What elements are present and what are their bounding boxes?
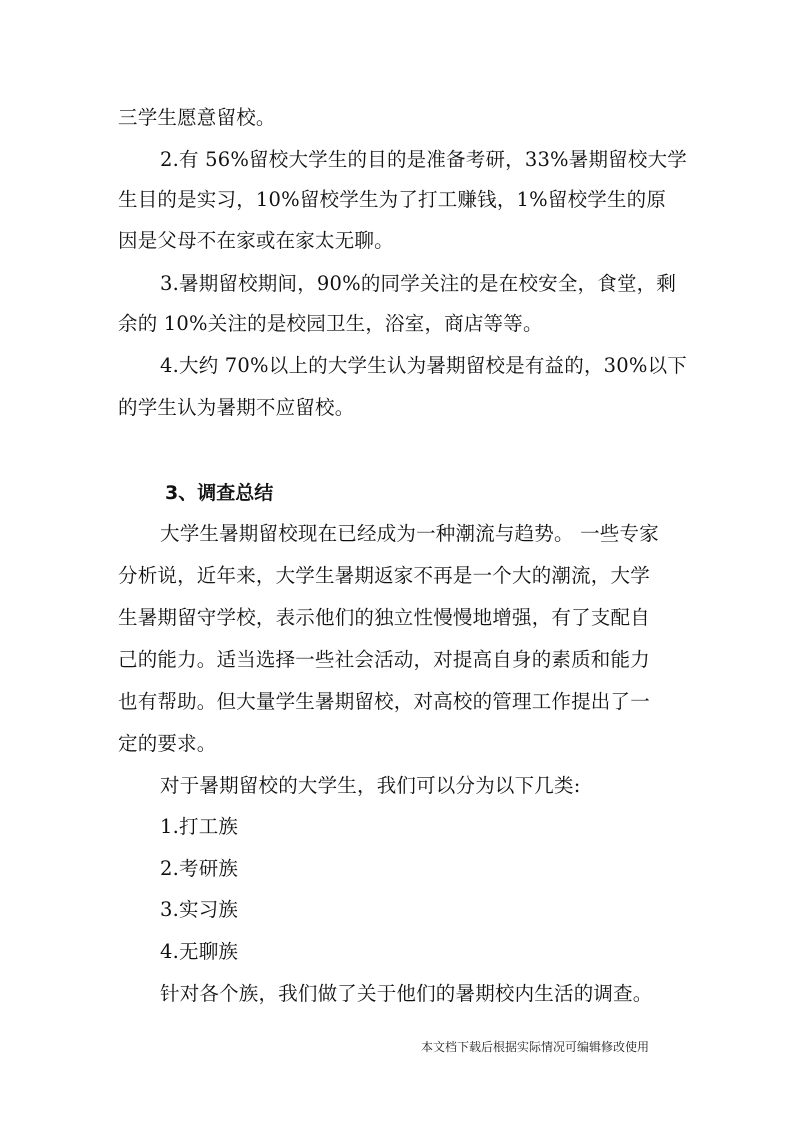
finding-item-2-line-1: 2.有 56%留校大学生的目的是准备考研，33%暑期留校大学 xyxy=(160,148,687,171)
category-item: 1.打工族 xyxy=(160,815,239,838)
summary-line-2: 分析说，近年来，大学生暑期返家不再是一个大的潮流，大学 xyxy=(118,564,650,587)
closing-line: 针对各个族，我们做了关于他们的暑期校内生活的调查。 xyxy=(160,982,653,1005)
footer-note: 本文档下载后根据实际情况可编辑修改使用 xyxy=(421,1040,650,1054)
finding-item-3-line-1: 3.暑期留校期间，90%的同学关注的是在校安全，食堂，剩 xyxy=(160,272,677,295)
summary-line-5: 也有帮助。但大量学生暑期留校，对高校的管理工作提出了一 xyxy=(118,690,650,713)
summary-line-1: 大学生暑期留校现在已经成为一种潮流与趋势。 一些专家 xyxy=(160,522,659,545)
categories-intro: 对于暑期留校的大学生，我们可以分为以下几类: xyxy=(160,774,581,797)
category-item: 3.实习族 xyxy=(160,898,239,921)
paragraph-line: 三学生愿意留校。 xyxy=(118,106,276,129)
category-item: 2.考研族 xyxy=(160,857,239,880)
section-heading: 3、调查总结 xyxy=(165,482,274,504)
summary-line-3: 生暑期留守学校，表示他们的独立性慢慢地增强，有了支配自 xyxy=(118,606,650,629)
finding-item-2-line-3: 因是父母不在家或在家太无聊。 xyxy=(118,229,394,252)
category-item: 4.无聊族 xyxy=(160,940,239,963)
summary-line-6: 定的要求。 xyxy=(118,732,217,755)
finding-item-4-line-2: 的学生认为暑期不应留校。 xyxy=(118,396,355,419)
finding-item-3-line-2: 余的 10%关注的是校园卫生，浴室，商店等等。 xyxy=(118,312,543,335)
finding-item-4-line-1: 4.大约 70%以上的大学生认为暑期留校是有益的，30%以下 xyxy=(160,354,687,377)
finding-item-2-line-2: 生目的是实习，10%留校学生为了打工赚钱，1%留校学生的原 xyxy=(118,188,667,211)
summary-line-4: 己的能力。适当选择一些社会活动，对提高自身的素质和能力 xyxy=(118,648,650,671)
